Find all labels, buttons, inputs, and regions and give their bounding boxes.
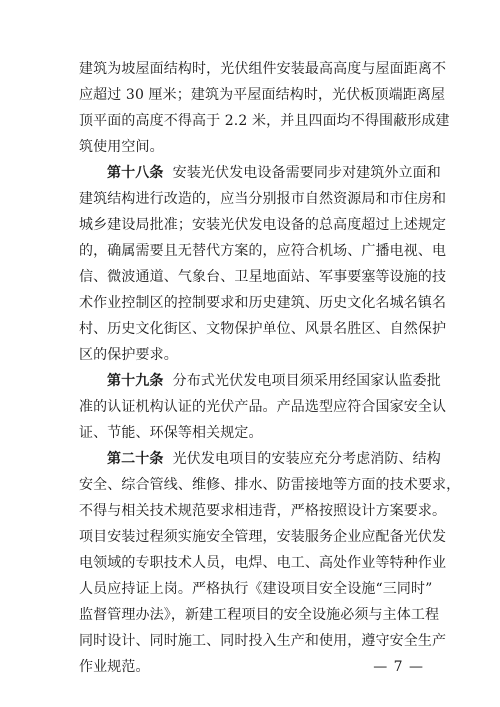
article-heading: 第二十条 — [107, 451, 164, 467]
page-number: — 7 — — [373, 659, 424, 675]
document-body — [79, 56, 461, 680]
text-line: 准的认证机构认证的光伏产品。产品选型应符合国家安全认 — [79, 399, 447, 415]
text-line: 监督管理办法》，新建工程项目的安全设施必须与主体工程 — [79, 607, 440, 623]
text-line: 城乡建设局批准；安装光伏发电设备的总高度超过上述规定 — [79, 217, 447, 233]
article-18 — [79, 160, 447, 368]
text-line: 不得与相关技术规范要求相违背，严格按照设计方案要求。 — [79, 503, 447, 519]
text-line: 同时设计、同时施工、同时投入生产和使用，遵守安全生产 — [79, 633, 447, 649]
text-line: 证、节能、环保等相关规定。 — [79, 425, 263, 441]
article-heading: 第十八条 — [107, 165, 164, 181]
text-line: 安装光伏发电设备需要同步对建筑外立面和 — [163, 165, 441, 181]
text-line: 作业规范。 — [79, 659, 150, 675]
text-line: 术作业控制区的控制要求和历史建筑、历史文化名城名镇名 — [79, 295, 447, 311]
text-line: 应超过 30 厘米；建筑为平屋面结构时，光伏板顶端距离屋 — [79, 87, 446, 103]
text-line: 区的保护要求。 — [79, 347, 178, 363]
paragraph-continuation — [79, 56, 450, 160]
text-line: 建筑为坡屋面结构时，光伏组件安装最高高度与屋面距离不 — [79, 61, 447, 77]
text-line: 信、微波通道、气象台、卫星地面站、军事要塞等设施的技 — [79, 269, 447, 285]
article-heading: 第十九条 — [107, 373, 164, 389]
text-line: 建筑结构进行改造的，应当分别报市自然资源局和市住房和 — [79, 191, 447, 207]
text-line: 顶平面的高度不得高于 2.2 米，并且四面均不得围蔽形成建 — [79, 113, 450, 129]
text-line: 电领域的专职技术人员，电焊、电工、高处作业等特种作业 — [79, 555, 447, 571]
text-line: 人员应持证上岗。严格执行《建设项目安全设施“三同时” — [79, 581, 433, 597]
text-line: 村、历史文化街区、文物保护单位、风景名胜区、自然保护 — [79, 321, 447, 337]
text-line: 安全、综合管线、维修、排水、防雷接地等方面的技术要求， — [79, 477, 461, 493]
text-line: 项目安装过程须实施安全管理，安装服务企业应配备光伏发 — [79, 529, 447, 545]
article-19 — [79, 368, 447, 446]
text-line: 的，确属需要且无替代方案的，应符合机场、广播电视、电 — [79, 243, 447, 259]
text-line: 筑使用空间。 — [79, 139, 164, 155]
article-20 — [79, 446, 461, 680]
text-line: 光伏发电项目的安装应充分考虑消防、结构 — [163, 451, 441, 467]
text-line: 分布式光伏发电项目须采用经国家认监委批 — [163, 373, 441, 389]
